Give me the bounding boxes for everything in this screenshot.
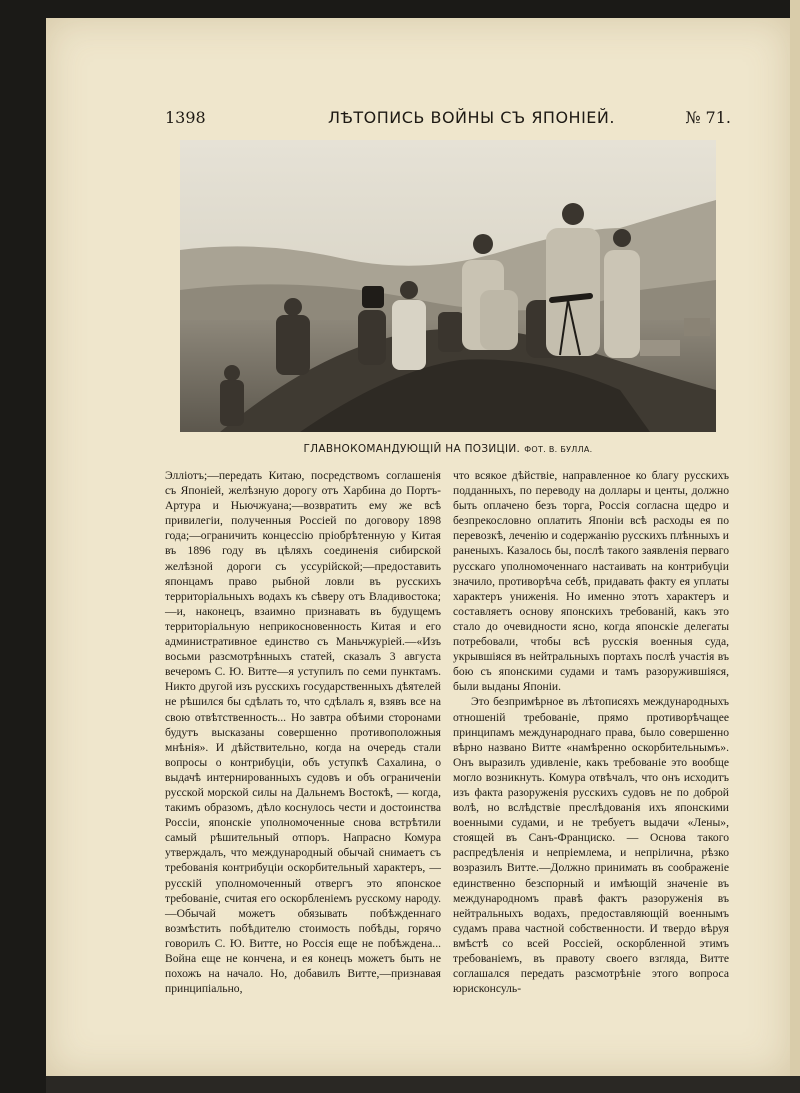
left-text-column <box>165 468 441 996</box>
photo-caption <box>180 443 716 459</box>
running-title: ЛѢТОПИСЬ ВОЙНЫ СЪ ЯПОНІЕЙ. <box>328 108 615 127</box>
photograph <box>180 140 716 432</box>
paragraph: что всякое дѣйствіе, направленное ко благу русскихъ подданныхъ, по переводу на доллары и центы, должно быть оплачено безъ торга, Россія согласна щедро и безпрекословно оплатить Японіи всѣ расходы ея по перевозкѣ, леченію и содержанію русскихъ плѣнныхъ и раненыхъ. Казалось бы, послѣ такого заявленія перваго русскаго уполномоченнаго настаивать на контрибуціи значило, противорѣча себѣ, придавать факту ея уплаты характеръ униженія. Но именно этотъ характеръ и составляетъ основу японскихъ требованій, какъ это стало до очевидности ясно, когда японскіе делегаты потребовали, чтобы всѣ русскія военныя суда, укрывшіяся въ нейтральныхъ портахъ послѣ участія въ бою съ японскими судами и тамъ разоружившіяся, были выданы Японіи. <box>453 469 729 694</box>
page-number: 1398 <box>165 108 206 127</box>
right-text-column <box>453 468 729 996</box>
issue-number: № 71. <box>685 108 731 127</box>
scan-background <box>46 1076 800 1093</box>
paragraph: Эллiотъ;—передать Китаю, посредствомъ соглашенія съ Японіей, желѣзную дорогу отъ Харбина до Портъ-Артура и Ньючжуана;—возвратить ему же всѣ привилегіи, полученныя Россіей по договору 1898 года;—ограничить концессію пріобрѣтенную у Китая въ 1896 году въ цѣляхъ соединенія сибирской желѣзной дороги съ уссурійской;—предоставить японцамъ право рыбной ловли въ русскихъ территоріальныхъ водахъ къ сѣверу отъ Владивостока;—и, наконецъ, взаимно признавать въ будущемъ территоріальную неприкосновенность Китая и его административное единство съ Маньчжуріей.—«Изъ восьми разсмотрѣнныхъ статей, сказалъ 3 августа вечеромъ С. Ю. Витте—я уступилъ по семи пунктамъ. Никто другой изъ русскихъ государственныхъ дѣятелей не рѣшился бы сдѣлать то, что сдѣлалъ я, взявъ все на свою отвѣтственность... Но завтра обѣими сторонами будутъ высказаны совершенно противоположныя мнѣнія». И дѣйствительно, когда на очередь стали вопросы о контрибуціи, объ уступкѣ Сахалина, о выдачѣ интернированныхъ судовъ и объ ограниченіи русской морской силы на Дальнемъ Востокѣ, — когда, такимъ образомъ, дѣло коснулось чести и достоинства Россіи, японскіе уполномоченные снова встрѣтили самый рѣшительный отпоръ. Напрасно Комура утверждалъ, что международный обычай снимаетъ съ требованія контрибуціи оскорбительный характеръ, — русскій уполномоченный отвергъ это японское требованіе, считая его оскорбленіемъ русскому народу.—Обычай можетъ обязывать побѣжденнаго возмѣстить побѣдителю стоимость побѣды, горячо говорилъ С. Ю. Витте, но Россія еще не побѣждена... Война еще не кончена, и ея конецъ можетъ быть не похожъ на начало. Но, добавилъ Витте,—признавая принципіально, <box>165 469 441 996</box>
photo-credit: ФОТ. В. БУЛЛА. <box>524 445 593 454</box>
next-page-edge <box>790 0 800 1093</box>
caption-text: ГЛАВНОКОМАНДУЮЩІЙ НА ПОЗИЦІИ. <box>303 443 521 455</box>
page-header <box>165 106 735 130</box>
paragraph: Это безпримѣрное въ лѣтописяхъ международныхъ отношеній требованіе, прямо противорѣчащее принципамъ международнаго права, было совершенно вѣрно названо Витте «намѣренно оскорбительнымъ». Онъ выразилъ удивленіе, какъ требованіе это вообще могло возникнуть. Комура отвѣчалъ, что онъ исходитъ изъ факта разоруженія русскихъ судовъ не по доброй волѣ, но вслѣдствіе преслѣдованія ихъ японскими военными судами, и не требуетъ выдачи «Лены», стоящей въ Санъ-Франциско. — Основа такого распредѣленія и непріемлема, и непрілична, рѣзко возразилъ Витте.—Должно принимать въ соображеніе единственно безспорный и имѣющій значеніе въ международномъ правѣ фактъ разоруженія въ нейтральныхъ водахъ, предоставляющій военнымъ судамъ права частной собственности. И твердо вѣруя вмѣстѣ со всей Россіей, оскорбленной этимъ требованіемъ, въ правоту своего взгляда, Витте соглашался передать разсмотрѣніе этого вопроса юрисконсуль- <box>453 695 729 996</box>
